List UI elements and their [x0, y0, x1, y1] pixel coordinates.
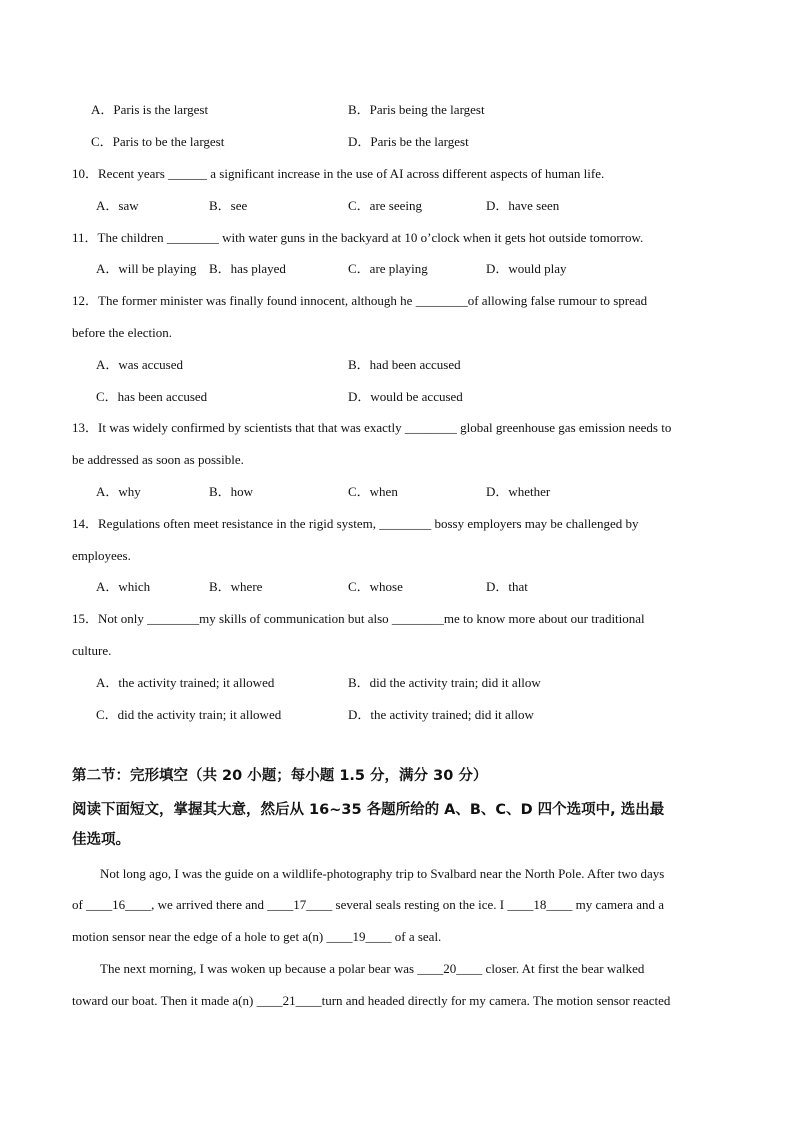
q12-option-d[interactable]: D．would be accused: [348, 389, 463, 404]
q11-stem: 11．The children ________ with water guns in the backyard at 10 o’clock when it gets hot outside tomorrow.: [72, 230, 644, 245]
section2-instruction-line2: 佳选项。: [72, 832, 130, 848]
q11-option-b[interactable]: B．has played: [209, 261, 286, 276]
q13-stem-line1: 13．It was widely confirmed by scientists that that was exactly ________ global greenhouse gas emission needs to: [72, 420, 672, 435]
q12-stem-line2: before the election.: [72, 325, 172, 340]
section2-instruction-line1: 阅读下面短文，掌握其大意，然后从 16~35 各题所给的 A、B、C、D 四个选项中, 选出最: [72, 802, 665, 818]
q13-option-a[interactable]: A．why: [96, 484, 141, 499]
q9-option-c[interactable]: C．Paris to be the largest: [91, 134, 225, 149]
q10-option-d[interactable]: D．have seen: [486, 198, 560, 213]
q10-stem: 10．Recent years ______ a significant increase in the use of AI across different aspects of human life.: [72, 166, 605, 181]
q14-option-a[interactable]: A．which: [96, 579, 151, 594]
q10-option-c[interactable]: C．are seeing: [348, 198, 423, 213]
q14-option-d[interactable]: D．that: [486, 579, 528, 594]
q11-option-c[interactable]: C．are playing: [348, 261, 428, 276]
section2-heading: 第二节：完形填空（共 20 小题；每小题 1.5 分，满分 30 分）: [72, 768, 488, 784]
q9-option-b[interactable]: B．Paris being the largest: [348, 102, 485, 117]
q11-option-a[interactable]: A．will be playing: [96, 261, 197, 276]
q15-option-b[interactable]: B．did the activity train; did it allow: [348, 675, 541, 690]
q12-option-a[interactable]: A．was accused: [96, 357, 183, 372]
q15-option-a[interactable]: A．the activity trained; it allowed: [96, 675, 275, 690]
q13-option-c[interactable]: C．when: [348, 484, 398, 499]
passage-p2-line2: toward our boat. Then it made a(n) ____21____turn and headed directly for my camera. The motion sensor reacted: [72, 993, 671, 1008]
passage-p2-line1: The next morning, I was woken up because a polar bear was ____20____ closer. At first the bear walked: [100, 961, 645, 976]
q13-option-d[interactable]: D．whether: [486, 484, 551, 499]
q12-option-b[interactable]: B．had been accused: [348, 357, 461, 372]
q14-stem-line2: employees.: [72, 548, 131, 563]
q11-option-d[interactable]: D．would play: [486, 261, 567, 276]
q14-option-c[interactable]: C．whose: [348, 579, 403, 594]
q15-stem-line2: culture.: [72, 643, 112, 658]
passage-p1-line2: of ____16____, we arrived there and ____17____ several seals resting on the ice. I ____18____ my camera and a: [72, 897, 665, 912]
q15-option-d[interactable]: D．the activity trained; did it allow: [348, 707, 534, 722]
q15-option-c[interactable]: C．did the activity train; it allowed: [96, 707, 282, 722]
q14-stem-line1: 14．Regulations often meet resistance in the rigid system, ________ bossy employers may be challenged by: [72, 516, 639, 531]
q10-option-b[interactable]: B．see: [209, 198, 248, 213]
q13-option-b[interactable]: B．how: [209, 484, 254, 499]
q9-option-a[interactable]: A．Paris is the largest: [91, 102, 209, 117]
passage-p1-line1: Not long ago, I was the guide on a wildlife-photography trip to Svalbard near the North Pole. After two days: [100, 866, 665, 881]
q10-option-a[interactable]: A．saw: [96, 198, 139, 213]
q9-option-d[interactable]: D．Paris be the largest: [348, 134, 469, 149]
q14-option-b[interactable]: B．where: [209, 579, 263, 594]
q15-stem-line1: 15．Not only ________my skills of communication but also ________me to know more about our traditional: [72, 611, 645, 626]
q12-option-c[interactable]: C．has been accused: [96, 389, 208, 404]
passage-p1-line3: motion sensor near the edge of a hole to get a(n) ____19____ of a seal.: [72, 929, 442, 944]
q13-stem-line2: be addressed as soon as possible.: [72, 452, 244, 467]
q12-stem-line1: 12．The former minister was finally found innocent, although he ________of allowing false rumour to spread: [72, 293, 648, 308]
